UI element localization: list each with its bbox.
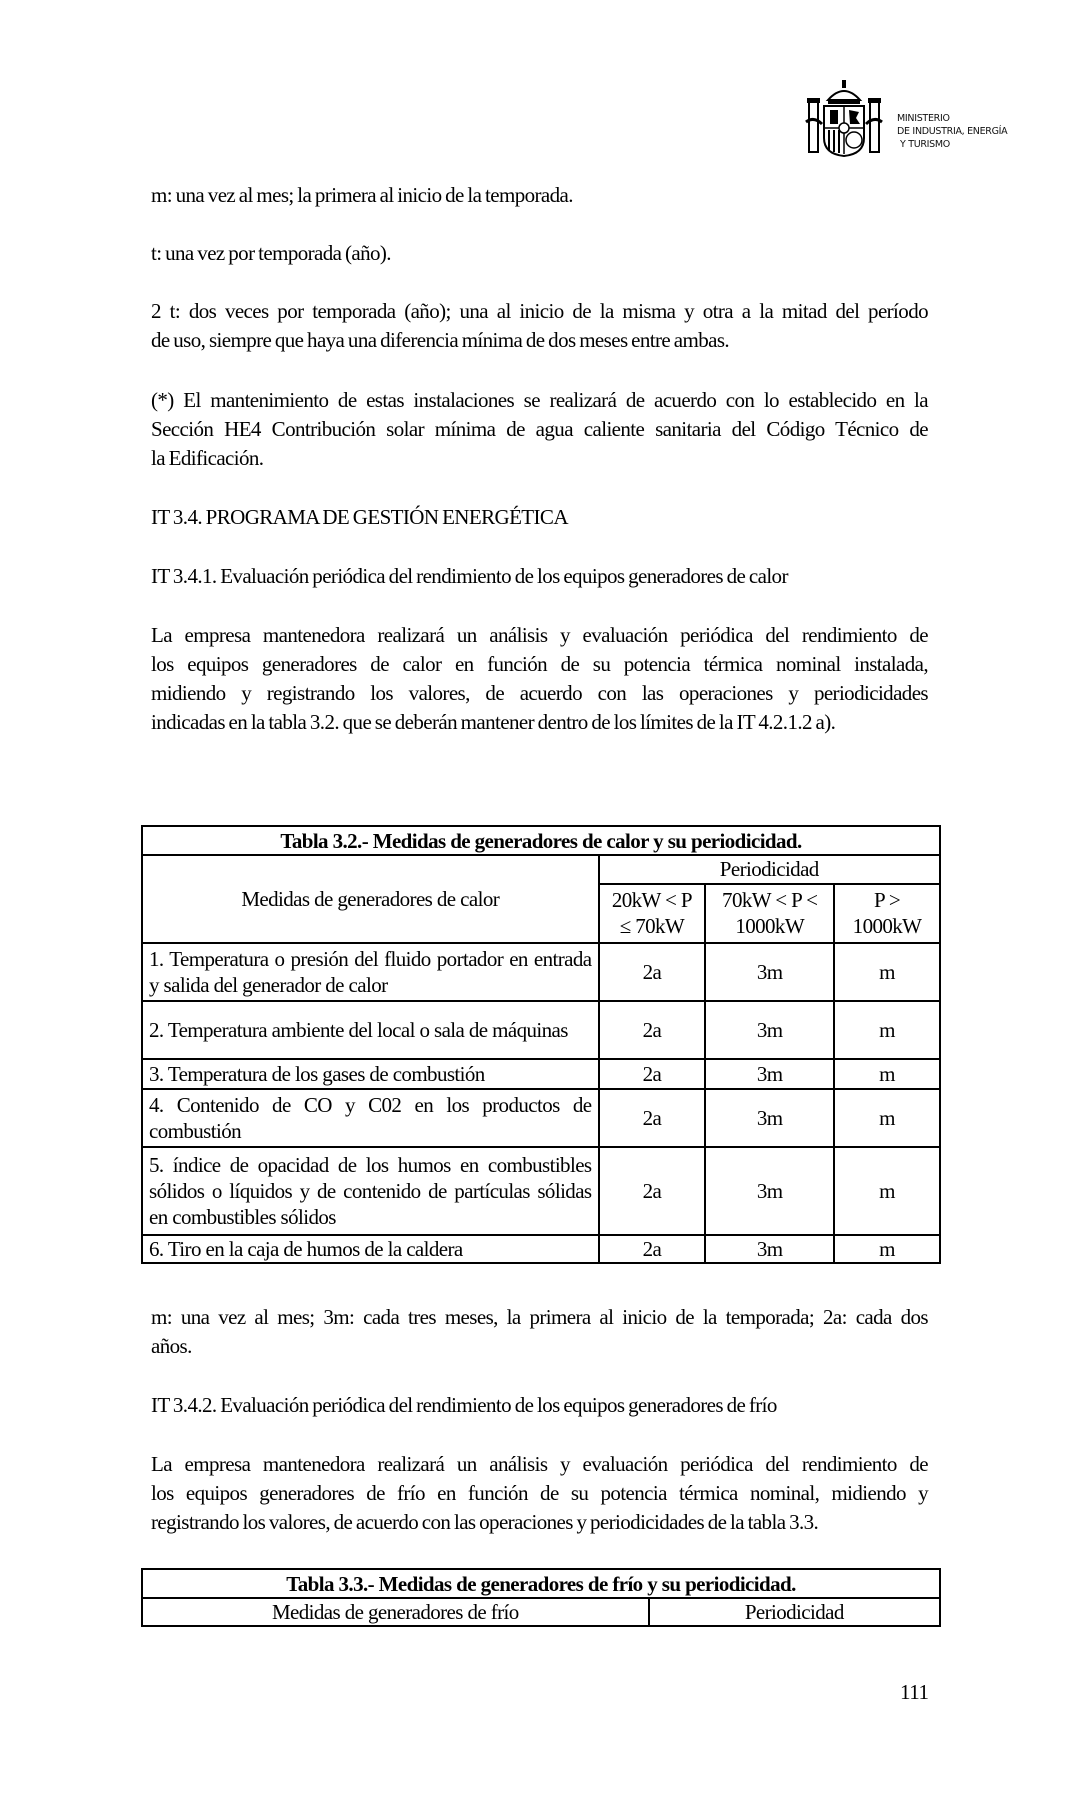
- table-row: [142, 1147, 940, 1235]
- table-row: [142, 1059, 940, 1089]
- value-cell: m: [834, 1147, 940, 1235]
- range-line: 1000kW: [735, 914, 805, 939]
- measure-cell: 6. Tiro en la caja de humos de la caldera: [142, 1235, 599, 1263]
- text-line: (*) El mantenimiento de estas instalaciones se realizará de acuerdo con lo establecido en la: [151, 388, 928, 412]
- table-title: Tabla 3.3.- Medidas de generadores de frío y su periodicidad.: [142, 1569, 940, 1598]
- text-line: La empresa mantenedora realizará un análisis y evaluación periódica del rendimiento de: [151, 1452, 928, 1476]
- value-cell: 3m: [705, 1001, 834, 1059]
- text-line: la Edificación.: [151, 446, 264, 470]
- range-line: P >: [873, 888, 901, 913]
- legend-t: t: una vez por temporada (año).: [151, 241, 391, 265]
- table-row: [142, 1089, 940, 1147]
- text-line: Sección HE4 Contribución solar mínima de agua caliente sanitaria del Código Técnico de: [151, 417, 928, 441]
- value-cell: 3m: [705, 1147, 834, 1235]
- text-line: de uso, siempre que haya una diferencia mínima de dos meses entre ambas.: [151, 328, 730, 352]
- text-line: indicadas en la tabla 3.2. que se deberán mantener dentro de los límites de la IT 4.2.1.2 a).: [151, 710, 836, 734]
- text-line: los equipos generadores de calor en función de su potencia térmica nominal instalada,: [151, 652, 928, 676]
- value-cell: 3m: [705, 1235, 834, 1263]
- text-line: La empresa mantenedora realizará un análisis y evaluación periódica del rendimiento de: [151, 623, 928, 647]
- subsection-1-paragraph: [151, 621, 928, 737]
- section-heading: IT 3.4. PROGRAMA DE GESTIÓN ENERGÉTICA: [151, 505, 568, 529]
- range-line: 20kW < P: [611, 888, 692, 913]
- table-3-2: [141, 825, 941, 1264]
- text-line: los equipos generadores de frío en función de su potencia térmica nominal, midiendo y: [151, 1481, 928, 1505]
- value-cell: 2a: [599, 1089, 706, 1147]
- subsection-heading: IT 3.4.2. Evaluación periódica del rendimiento de los equipos generadores de frío: [151, 1393, 777, 1417]
- value-cell: 2a: [599, 1059, 706, 1089]
- ministry-line: DE INDUSTRIA, ENERGÍA: [897, 126, 1008, 137]
- value-cell: 2a: [599, 1147, 706, 1235]
- value-cell: 3m: [705, 1059, 834, 1089]
- legend-m: m: una vez al mes; la primera al inicio de la temporada.: [151, 183, 573, 207]
- table-title-row: [142, 826, 940, 855]
- value-cell: 3m: [705, 1089, 834, 1147]
- subsection-2-paragraph: [151, 1450, 928, 1537]
- table-3-3: [141, 1568, 941, 1627]
- column-header-range: [705, 884, 834, 943]
- column-header-periodicity: Periodicidad: [599, 855, 941, 884]
- table-header-row: [142, 1598, 940, 1626]
- measure-cell: 5. índice de opacidad de los humos en combustibles sólidos o líquidos y de contenido de partículas sólidas en combustibles sólidos: [142, 1147, 599, 1235]
- column-header-range: [834, 884, 940, 943]
- text-line: registrando los valores, de acuerdo con las operaciones y periodicidades de la tabla 3.3.: [151, 1510, 819, 1534]
- column-header-range: [599, 884, 706, 943]
- value-cell: 2a: [599, 943, 706, 1001]
- note-paragraph: [151, 386, 928, 473]
- table-title-row: [142, 1569, 940, 1598]
- range-line: 70kW < P <: [722, 888, 818, 913]
- table-title: Tabla 3.2.- Medidas de generadores de calor y su periodicidad.: [142, 826, 940, 855]
- table-3-2-legend: [151, 1303, 928, 1361]
- value-cell: m: [834, 1235, 940, 1263]
- value-cell: m: [834, 1089, 940, 1147]
- table-row: [142, 943, 940, 1001]
- table-row: [142, 1235, 940, 1263]
- value-cell: 2a: [599, 1235, 706, 1263]
- value-cell: 2a: [599, 1001, 706, 1059]
- ministry-line: Y TURISMO: [900, 139, 950, 150]
- table-row: [142, 1001, 940, 1059]
- range-line: ≤ 70kW: [619, 914, 685, 939]
- value-cell: m: [834, 1001, 940, 1059]
- column-header-periodicity: Periodicidad: [649, 1598, 940, 1626]
- coat-of-arms-icon: [804, 78, 884, 158]
- text-line: midiendo y registrando los valores, de acuerdo con las operaciones y periodicidades: [151, 681, 928, 705]
- measure-cell: 2. Temperatura ambiente del local o sala de máquinas: [142, 1001, 599, 1059]
- measure-cell: 4. Contenido de CO y C02 en los productos de combustión: [142, 1089, 599, 1147]
- value-cell: 3m: [705, 943, 834, 1001]
- subsection-heading: IT 3.4.1. Evaluación periódica del rendimiento de los equipos generadores de calor: [151, 564, 788, 588]
- value-cell: m: [834, 1059, 940, 1089]
- ministry-name: [897, 112, 1007, 151]
- table-header-row: [142, 855, 940, 884]
- measure-cell: 3. Temperatura de los gases de combustión: [142, 1059, 599, 1089]
- measure-cell: 1. Temperatura o presión del fluido portador en entrada y salida del generador de calor: [142, 943, 599, 1001]
- value-cell: m: [834, 943, 940, 1001]
- column-header-measure: Medidas de generadores de frío: [142, 1598, 649, 1626]
- text-line: 2 t: dos veces por temporada (año); una al inicio de la misma y otra a la mitad del período: [151, 299, 928, 323]
- text-line: años.: [151, 1334, 192, 1358]
- ministry-line: MINISTERIO: [897, 113, 950, 124]
- range-line: 1000kW: [852, 914, 922, 939]
- column-header-measure: Medidas de generadores de calor: [142, 855, 599, 943]
- text-line: m: una vez al mes; 3m: cada tres meses, la primera al inicio de la temporada; 2a: cada dos: [151, 1305, 928, 1329]
- page-number: 111: [900, 1680, 929, 1704]
- legend-2t: [151, 297, 928, 355]
